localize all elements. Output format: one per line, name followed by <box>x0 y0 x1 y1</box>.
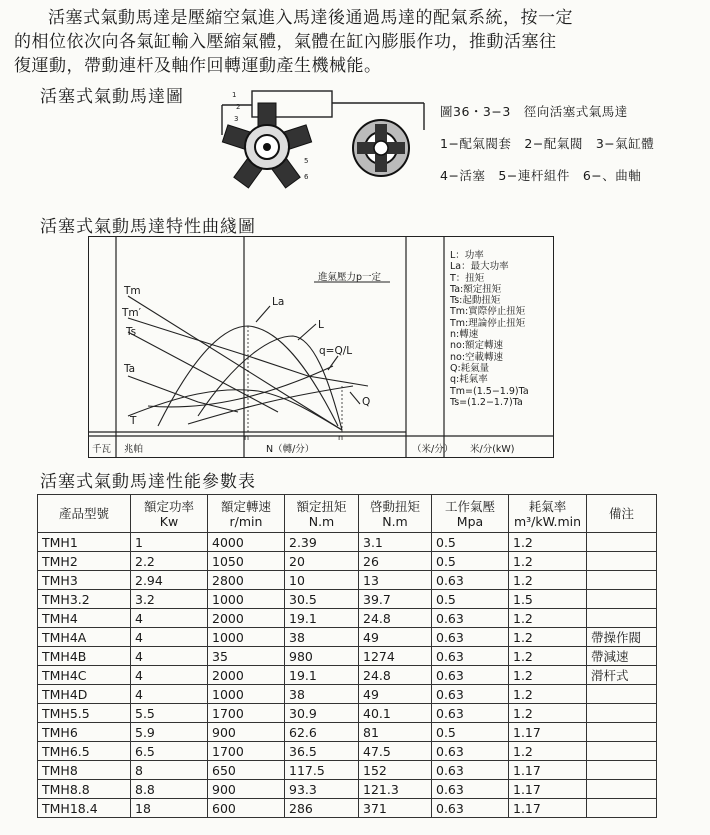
cell-working-pressure: 0.63 <box>432 704 509 723</box>
cell-rated-power: 18 <box>131 799 208 818</box>
cell-working-pressure: 0.63 <box>432 780 509 799</box>
legend-item: Q:耗氣量 <box>450 362 490 374</box>
cell-air-consumption: 1.17 <box>509 780 587 799</box>
cell-rated-power: 8 <box>131 761 208 780</box>
legend-item: Tm=(1.5−1.9)Ta <box>450 385 529 397</box>
legend-item: no:額定轉速 <box>450 340 504 352</box>
cell-rated-torque: 30.9 <box>285 704 359 723</box>
cell-air-consumption: 1.2 <box>509 666 587 685</box>
cell-working-pressure: 0.63 <box>432 742 509 761</box>
cell-air-consumption: 1.2 <box>509 628 587 647</box>
cell-working-pressure: 0.63 <box>432 685 509 704</box>
cell-rated-power: 3.2 <box>131 590 208 609</box>
cell-working-pressure: 0.63 <box>432 761 509 780</box>
cell-air-consumption: 1.5 <box>509 590 587 609</box>
legend-item: q:耗氣率 <box>450 374 488 386</box>
table-row <box>38 533 657 552</box>
cell-rated-speed: 900 <box>208 723 285 742</box>
label-nk: n <box>338 433 344 442</box>
cell-model: TMH2 <box>38 552 131 571</box>
intro-line-1: 活塞式氣動馬達是壓縮空氣進入馬達後通過馬達的配氣系統，按一定 <box>48 8 573 28</box>
label-ta: Ta <box>124 363 136 375</box>
performance-parameter-table <box>37 494 657 818</box>
legend-item: Tm:理論停止扭矩 <box>450 317 526 329</box>
cell-remarks <box>587 552 657 571</box>
curve-tm <box>128 296 342 430</box>
cell-rated-speed: 1000 <box>208 590 285 609</box>
cell-rated-power: 6.5 <box>131 742 208 761</box>
legend-item: T：扭矩 <box>450 272 485 284</box>
cell-working-pressure: 0.63 <box>432 628 509 647</box>
table-row <box>38 723 657 742</box>
bottom-label-n: N（轉/分） <box>266 444 315 455</box>
table-row <box>38 571 657 590</box>
cell-rated-power: 4 <box>131 647 208 666</box>
distributor-valve-drawing <box>350 117 412 179</box>
header-working-pressure: 工作氣壓 Mpa <box>432 495 509 533</box>
cell-rated-torque: 93.3 <box>285 780 359 799</box>
legend-item: Ta:額定扭矩 <box>450 283 502 295</box>
cell-rated-torque: 2.39 <box>285 533 359 552</box>
cell-rated-power: 4 <box>131 628 208 647</box>
cell-working-pressure: 0.63 <box>432 609 509 628</box>
cell-remarks <box>587 590 657 609</box>
legend-item: L：功率 <box>450 250 484 261</box>
table-body <box>38 533 657 818</box>
cell-working-pressure: 0.5 <box>432 723 509 742</box>
table-row <box>38 647 657 666</box>
cell-rated-speed: 1700 <box>208 742 285 761</box>
header-starting-torque: 啓動扭矩 N.m <box>359 495 432 533</box>
label-la: La <box>272 296 285 308</box>
cell-rated-power: 4 <box>131 666 208 685</box>
intro-line-3: 復運動，帶動連杆及軸作回轉運動產生機械能。 <box>14 56 382 76</box>
bottom-label-m-per-min: （米/分） <box>412 444 454 455</box>
cell-rated-torque: 19.1 <box>285 609 359 628</box>
svg-text:6: 6 <box>304 173 309 181</box>
cell-rated-power: 4 <box>131 685 208 704</box>
cell-starting-torque: 40.1 <box>359 704 432 723</box>
cell-starting-torque: 371 <box>359 799 432 818</box>
bottom-label-kw2: 米/分(kW) <box>470 444 515 455</box>
cell-rated-power: 5.5 <box>131 704 208 723</box>
cell-remarks <box>587 571 657 590</box>
cell-air-consumption: 1.2 <box>509 647 587 666</box>
cell-model: TMH4B <box>38 647 131 666</box>
leader-la <box>256 306 270 322</box>
cell-starting-torque: 49 <box>359 685 432 704</box>
cell-air-consumption: 1.2 <box>509 552 587 571</box>
cell-model: TMH8 <box>38 761 131 780</box>
cell-working-pressure: 0.63 <box>432 647 509 666</box>
diagram-parts-2: 4−活塞 5−連杆組件 6−、曲軸 <box>440 168 642 183</box>
cell-rated-speed: 2000 <box>208 666 285 685</box>
leader-q-rate <box>328 356 338 370</box>
cell-model: TMH1 <box>38 533 131 552</box>
diagram-parts-1: 1−配氣閥套 2−配氣閥 3−氣缸體 <box>440 136 655 151</box>
cell-rated-torque: 38 <box>285 685 359 704</box>
cell-rated-speed: 2000 <box>208 609 285 628</box>
svg-text:1: 1 <box>232 91 237 99</box>
cell-working-pressure: 0.63 <box>432 666 509 685</box>
cell-starting-torque: 3.1 <box>359 533 432 552</box>
cell-rated-torque: 117.5 <box>285 761 359 780</box>
label-l: L <box>318 319 324 331</box>
legend-item: n:轉速 <box>450 329 479 341</box>
label-tm: Tm <box>124 285 141 297</box>
cell-model: TMH4A <box>38 628 131 647</box>
table-row <box>38 780 657 799</box>
cell-model: TMH6.5 <box>38 742 131 761</box>
cell-rated-power: 2.94 <box>131 571 208 590</box>
cell-starting-torque: 152 <box>359 761 432 780</box>
cell-rated-speed: 900 <box>208 780 285 799</box>
cell-rated-speed: 1050 <box>208 552 285 571</box>
cell-model: TMH8.8 <box>38 780 131 799</box>
svg-text:3: 3 <box>234 115 239 123</box>
cell-remarks <box>587 723 657 742</box>
chart-note: 進氣壓力p一定 <box>318 272 382 283</box>
legend-item: La：最大功率 <box>450 261 509 273</box>
table-row <box>38 704 657 723</box>
table-row <box>38 552 657 571</box>
cell-rated-power: 1 <box>131 533 208 552</box>
header-rated-power: 額定功率 Kw <box>131 495 208 533</box>
cell-model: TMH6 <box>38 723 131 742</box>
cell-rated-power: 5.9 <box>131 723 208 742</box>
diagram-section-title: 活塞式氣動馬達圖 <box>40 87 184 107</box>
label-q: Q <box>362 396 371 408</box>
cell-air-consumption: 1.2 <box>509 571 587 590</box>
cell-working-pressure: 0.5 <box>432 590 509 609</box>
label-t: T <box>130 415 137 427</box>
cell-remarks: 滑杆式 <box>587 666 657 685</box>
bottom-label-mpa: 兆帕 <box>124 444 144 455</box>
diagram-caption: 圖36・3−3 徑向活塞式氣馬達 <box>440 104 628 119</box>
cell-model: TMH4 <box>38 609 131 628</box>
chart-legend <box>450 250 529 408</box>
cell-rated-power: 4 <box>131 609 208 628</box>
cell-air-consumption: 1.17 <box>509 761 587 780</box>
cell-rated-torque: 62.6 <box>285 723 359 742</box>
header-rated-torque: 額定扭矩 N.m <box>285 495 359 533</box>
intro-line-2: 的相位依次向各氣缸輸入壓縮氣體，氣體在缸內膨脹作功，推動活塞往 <box>14 32 557 52</box>
cell-rated-speed: 2800 <box>208 571 285 590</box>
cell-starting-torque: 39.7 <box>359 590 432 609</box>
cell-starting-torque: 24.8 <box>359 666 432 685</box>
cell-rated-torque: 38 <box>285 628 359 647</box>
table-row <box>38 685 657 704</box>
cell-rated-torque: 286 <box>285 799 359 818</box>
legend-item: Tm:實際停止扭矩 <box>450 306 526 318</box>
cell-rated-speed: 4000 <box>208 533 285 552</box>
cell-air-consumption: 1.2 <box>509 704 587 723</box>
cell-starting-torque: 81 <box>359 723 432 742</box>
svg-text:2: 2 <box>236 103 241 111</box>
cell-remarks <box>587 704 657 723</box>
leader-q <box>350 392 360 404</box>
cell-model: TMH3 <box>38 571 131 590</box>
cell-remarks <box>587 799 657 818</box>
cell-rated-torque: 30.5 <box>285 590 359 609</box>
table-row <box>38 628 657 647</box>
cell-air-consumption: 1.17 <box>509 723 587 742</box>
curve-q-rate <box>148 366 333 407</box>
cell-air-consumption: 1.2 <box>509 533 587 552</box>
cell-model: TMH4C <box>38 666 131 685</box>
label-q-rate: q=Q/L <box>319 345 353 357</box>
table-row <box>38 799 657 818</box>
cell-rated-speed: 600 <box>208 799 285 818</box>
label-tm-prime: Tm′ <box>122 307 142 319</box>
table-row <box>38 761 657 780</box>
cell-model: TMH18.4 <box>38 799 131 818</box>
cell-starting-torque: 24.8 <box>359 609 432 628</box>
cell-working-pressure: 0.63 <box>432 571 509 590</box>
header-model: 產品型號 <box>38 495 131 533</box>
cell-working-pressure: 0.63 <box>432 799 509 818</box>
cell-air-consumption: 1.17 <box>509 799 587 818</box>
cell-rated-torque: 10 <box>285 571 359 590</box>
label-ts: Ts <box>126 326 137 338</box>
bottom-label-kw: 千瓦 <box>92 444 112 455</box>
cell-starting-torque: 26 <box>359 552 432 571</box>
cell-rated-torque: 980 <box>285 647 359 666</box>
cell-remarks <box>587 685 657 704</box>
header-remarks: 備注 <box>587 495 657 533</box>
table-row <box>38 590 657 609</box>
cell-air-consumption: 1.2 <box>509 742 587 761</box>
cell-model: TMH5.5 <box>38 704 131 723</box>
cell-starting-torque: 121.3 <box>359 780 432 799</box>
label-n0: n <box>244 433 250 442</box>
cell-rated-torque: 19.1 <box>285 666 359 685</box>
header-air-consumption: 耗氣率 m³/kW.min <box>509 495 587 533</box>
cell-remarks <box>587 742 657 761</box>
legend-item: no:空載轉速 <box>450 351 504 363</box>
curve-ts <box>128 332 278 412</box>
cell-remarks: 帶減速 <box>587 647 657 666</box>
cell-remarks <box>587 761 657 780</box>
cell-rated-speed: 1700 <box>208 704 285 723</box>
header-rated-speed: 額定轉速 r/min <box>208 495 285 533</box>
cell-rated-torque: 36.5 <box>285 742 359 761</box>
chart-section-title: 活塞式氣動馬達特性曲綫圖 <box>40 217 256 237</box>
cell-working-pressure: 0.5 <box>432 533 509 552</box>
cell-air-consumption: 1.2 <box>509 685 587 704</box>
table-row <box>38 742 657 761</box>
cell-rated-speed: 1000 <box>208 628 285 647</box>
table-row <box>38 666 657 685</box>
cell-starting-torque: 49 <box>359 628 432 647</box>
cell-rated-torque: 20 <box>285 552 359 571</box>
table-row <box>38 609 657 628</box>
svg-text:5: 5 <box>304 157 309 165</box>
legend-item: Ts=(1.2−1.7)Ta <box>450 396 523 408</box>
cell-working-pressure: 0.5 <box>432 552 509 571</box>
legend-item: Ts:起動扭矩 <box>450 295 501 307</box>
cell-air-consumption: 1.2 <box>509 609 587 628</box>
cell-remarks <box>587 609 657 628</box>
table-header-row <box>38 495 657 533</box>
table-section-title: 活塞式氣動馬達性能參數表 <box>40 472 256 492</box>
cell-rated-power: 8.8 <box>131 780 208 799</box>
intro-paragraph <box>14 6 704 78</box>
cell-starting-torque: 47.5 <box>359 742 432 761</box>
cell-rated-speed: 1000 <box>208 685 285 704</box>
cell-remarks <box>587 780 657 799</box>
cell-remarks <box>587 533 657 552</box>
cell-model: TMH4D <box>38 685 131 704</box>
cell-starting-torque: 1274 <box>359 647 432 666</box>
cell-rated-speed: 35 <box>208 647 285 666</box>
leader-l <box>298 324 316 340</box>
cell-model: TMH3.2 <box>38 590 131 609</box>
cell-rated-speed: 650 <box>208 761 285 780</box>
cell-rated-power: 2.2 <box>131 552 208 571</box>
cell-remarks: 帶操作閥 <box>587 628 657 647</box>
cell-starting-torque: 13 <box>359 571 432 590</box>
